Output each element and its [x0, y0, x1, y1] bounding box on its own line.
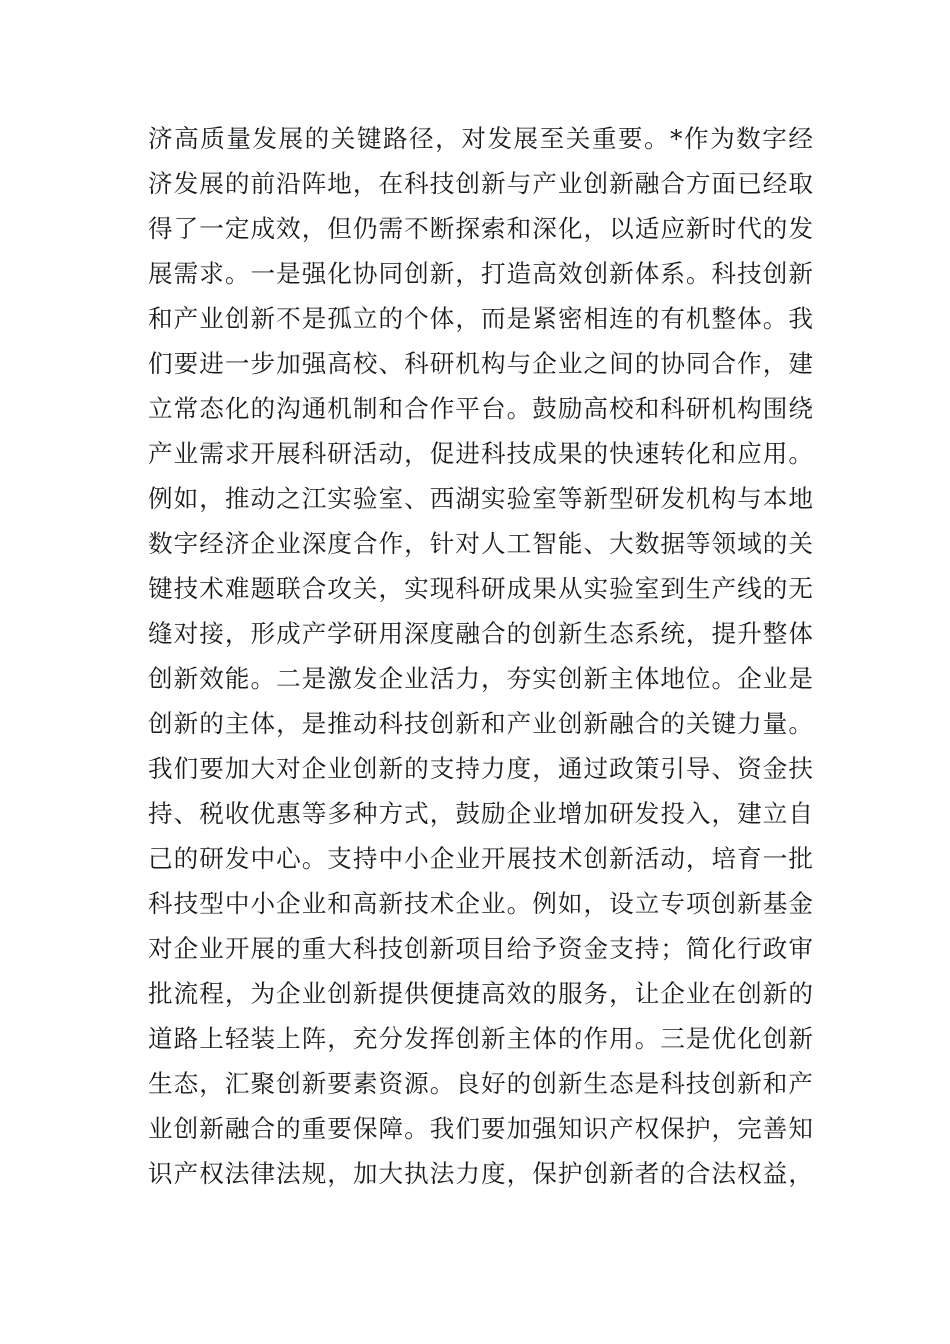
text-line: 识产权法律法规，加大执法力度，保护创新者的合法权益，: [148, 1159, 813, 1188]
text-line: 批流程，为企业创新提供便捷高效的服务，让企业在创新的: [148, 979, 813, 1008]
text-line: 数字经济企业深度合作，针对人工智能、大数据等领域的关: [148, 529, 813, 558]
text-line: 和产业创新不是孤立的个体，而是紧密相连的有机整体。我: [148, 304, 813, 333]
text-line: 我们要加大对企业创新的支持力度，通过政策引导、资金扶: [148, 754, 813, 783]
text-line: 持、税收优惠等多种方式，鼓励企业增加研发投入，建立自: [148, 799, 813, 828]
text-line: 们要进一步加强高校、科研机构与企业之间的协同合作，建: [148, 349, 813, 378]
text-line: 对企业开展的重大科技创新项目给予资金支持；简化行政审: [148, 934, 813, 963]
text-line: 济高质量发展的关键路径，对发展至关重要。*作为数字经: [148, 124, 813, 153]
text-line: 科技型中小企业和高新技术企业。例如，设立专项创新基金: [148, 889, 813, 918]
text-line: 得了一定成效，但仍需不断探索和深化，以适应新时代的发: [148, 214, 813, 243]
text-line: 展需求。一是强化协同创新，打造高效创新体系。科技创新: [148, 259, 813, 288]
text-line: 道路上轻装上阵，充分发挥创新主体的作用。三是优化创新: [148, 1024, 813, 1053]
text-line: 济发展的前沿阵地，在科技创新与产业创新融合方面已经取: [148, 169, 813, 198]
text-line: 缝对接，形成产学研用深度融合的创新生态系统，提升整体: [148, 619, 813, 648]
text-line: 立常态化的沟通机制和合作平台。鼓励高校和科研机构围绕: [148, 394, 813, 423]
text-line: 生态，汇聚创新要素资源。良好的创新生态是科技创新和产: [148, 1069, 813, 1098]
text-line: 产业需求开展科研活动，促进科技成果的快速转化和应用。: [148, 439, 813, 468]
text-line: 创新的主体，是推动科技创新和产业创新融合的关键力量。: [148, 709, 813, 738]
text-line: 己的研发中心。支持中小企业开展技术创新活动，培育一批: [148, 844, 813, 873]
text-line: 创新效能。二是激发企业活力，夯实创新主体地位。企业是: [148, 664, 813, 693]
text-line: 业创新融合的重要保障。我们要加强知识产权保护，完善知: [148, 1114, 813, 1143]
body-text: [148, 116, 813, 1196]
text-line: 键技术难题联合攻关，实现科研成果从实验室到生产线的无: [148, 574, 813, 603]
text-line: 例如，推动之江实验室、西湖实验室等新型研发机构与本地: [148, 484, 813, 513]
